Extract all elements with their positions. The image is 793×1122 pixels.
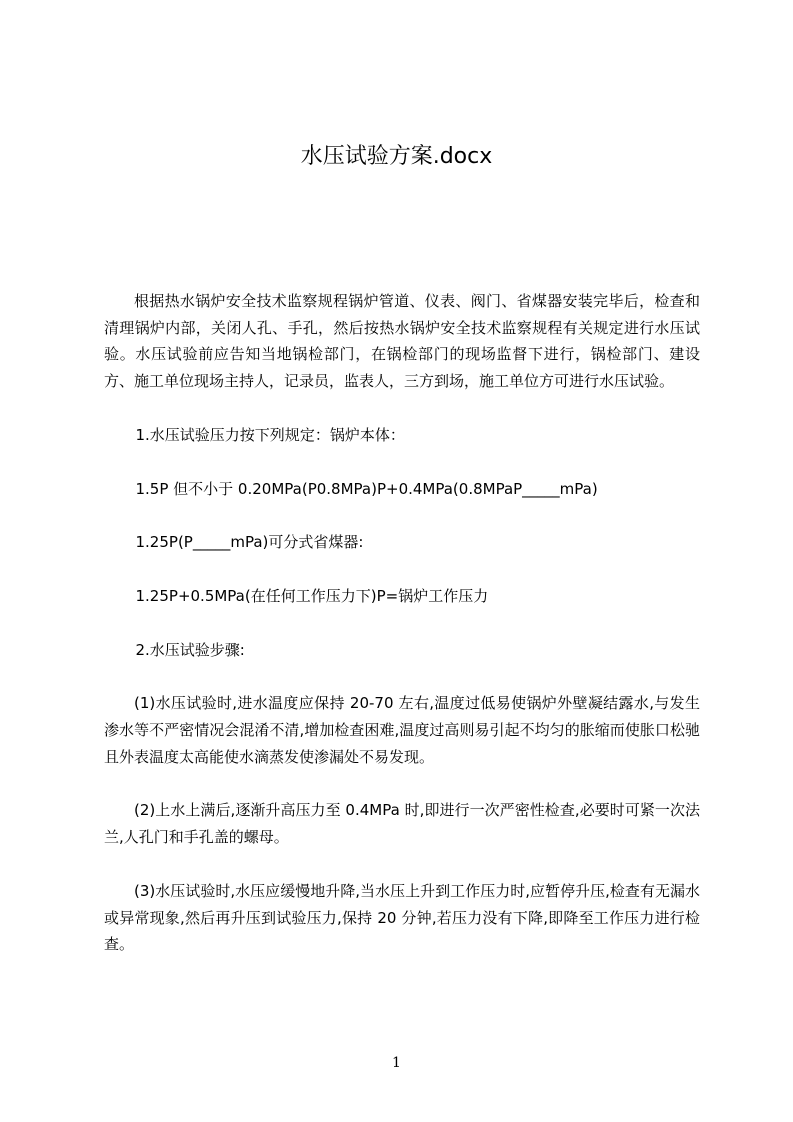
pressure-rule-1: 1.5P 但不小于 0.20MPa(P0.8MPa)P+0.4MPa(0.8MPaP_____mPa) <box>135 479 598 498</box>
intro-paragraph: 根据热水锅炉安全技术监察规程锅炉管道、仪表、阀门、省煤器安装完毕后，检查和清理锅炉内部，关闭人孔、手孔，然后按热水锅炉安全技术监察规程有关规定进行水压试验。水压试验前应告知当地锅检部门，在锅检部门的现场监督下进行，锅检部门、建设方、施工单位现场主持人，记录员，监表人，三方到场，施工单位方可进行水压试验。 <box>104 292 700 391</box>
test-step-2: (2)上水上满后,逐渐升高压力至 0.4MPa 时,即进行一次严密性检查,必要时可紧一次法兰,人孔门和手孔盖的螺母。 <box>104 801 700 847</box>
pressure-rules-heading: 1.水压试验压力按下列规定：锅炉本体： <box>135 425 405 444</box>
document-body <box>104 288 700 958</box>
page-number: 1 <box>392 1055 401 1071</box>
test-step-1: (1)水压试验时,进水温度应保持 20-70 左右,温度过低易使锅炉外壁凝结露水,与发生渗水等不严密情况会混淆不清,增加检查困难,温度过高则易引起不均匀的胀缩而使胀口松驰且外表温度太高能使水滴蒸发使渗漏处不易发现。 <box>104 694 700 766</box>
pressure-rule-2: 1.25P(P_____mPa)可分式省煤器: <box>135 533 364 552</box>
test-step-3: (3)水压试验时,水压应缓慢地升降,当水压上升到工作压力时,应暂停升压,检查有无漏水或异常现象,然后再升压到试验压力,保持 20 分钟,若压力没有下降,即降至工作压力进行检查。 <box>104 881 700 954</box>
pressure-rule-3: 1.25P+0.5MPa(在任何工作压力下)P=锅炉工作压力 <box>135 586 489 605</box>
document-title: 水压试验方案.docx <box>300 144 493 169</box>
test-steps-heading: 2.水压试验步骤: <box>135 640 245 659</box>
